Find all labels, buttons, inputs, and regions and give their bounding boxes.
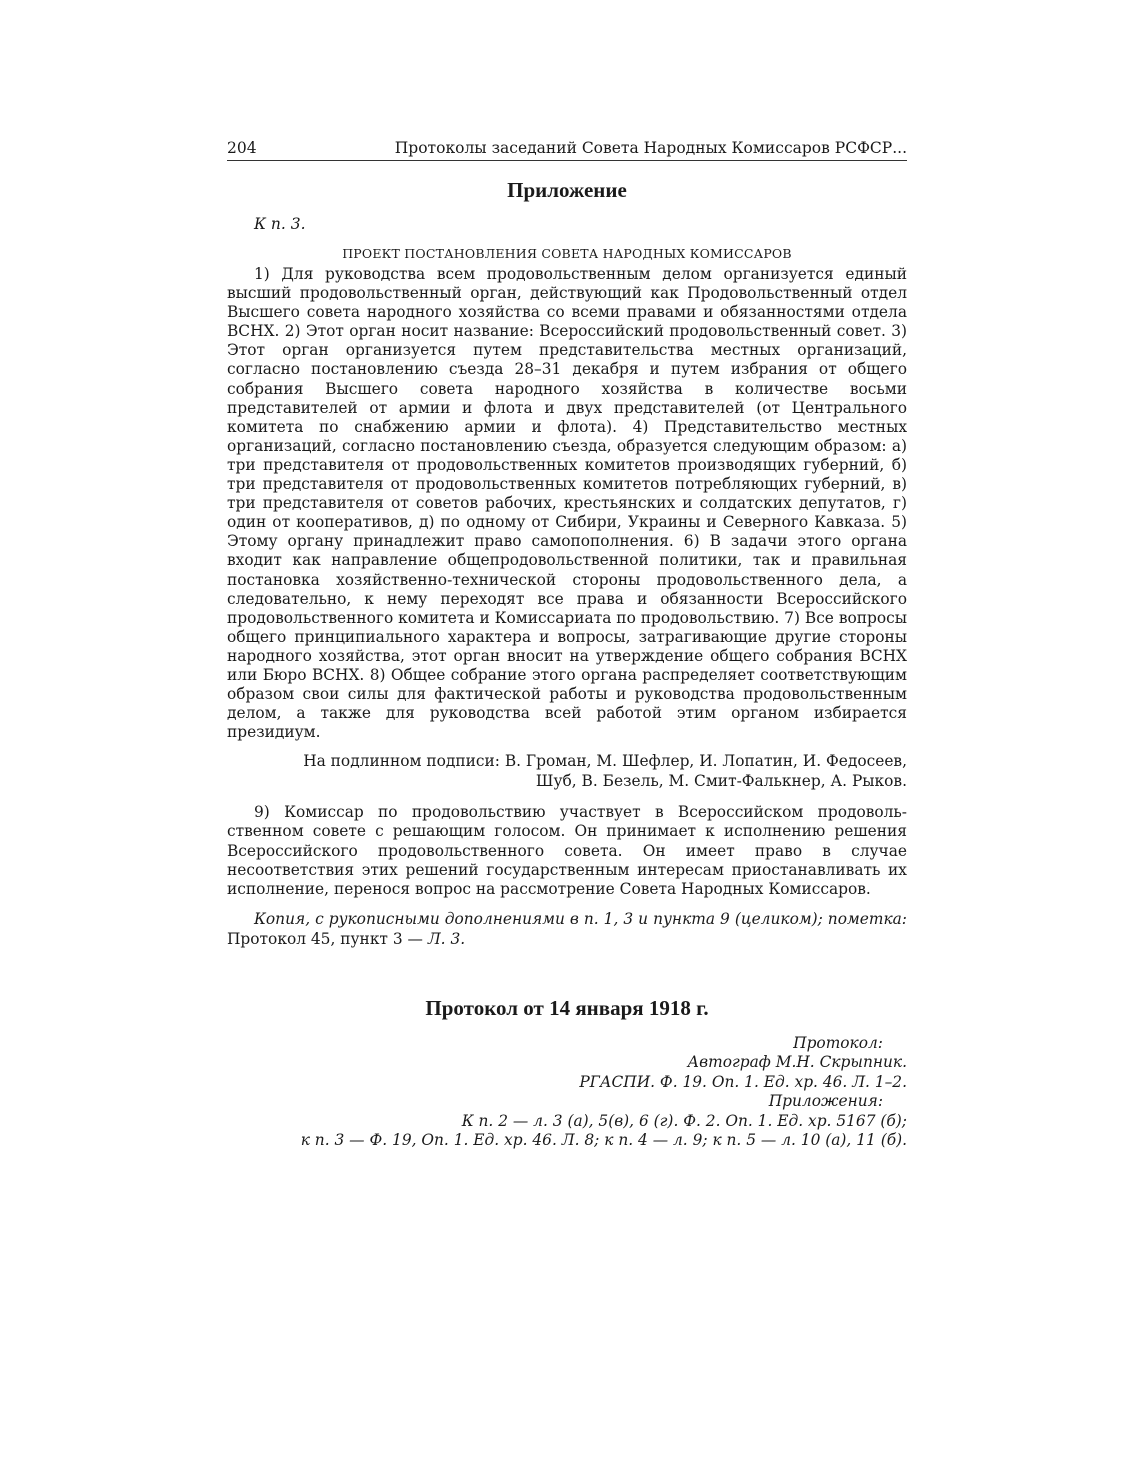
copy-note-plain: Протокол 45, пункт 3 — xyxy=(227,929,428,948)
copy-note xyxy=(227,909,907,949)
copy-note-italic: Копия, с рукописными дополнениями в п. 1, 3 и пункта 9 (целиком); пометка: xyxy=(254,909,907,928)
archive-line: К п. 2 — л. 3 (а), 5(в), 6 (г). Ф. 2. Оп. 1. Ед. хр. 5167 (б); xyxy=(461,1111,907,1130)
signatures xyxy=(227,751,907,791)
page-number: 204 xyxy=(227,139,257,157)
appendix-title: Приложение xyxy=(507,178,627,202)
draft-resolution-title: ПРОЕКТ ПОСТАНОВЛЕНИЯ СОВЕТА НАРОДНЫХ КОМИССАРОВ xyxy=(342,246,792,261)
archive-line: РГАСПИ. Ф. 19. Оп. 1. Ед. хр. 46. Л. 1–2. xyxy=(579,1072,907,1091)
archive-line: к п. 3 — Ф. 19, Оп. 1. Ед. хр. 46. Л. 8; к п. 4 — л. 9; к п. 5 — л. 10 (а), 11 (б). xyxy=(300,1131,907,1150)
running-header xyxy=(227,138,907,161)
paragraph-9: 9) Комиссар по продовольствию участвует в Всероссийском продовольственном совете с решающим голосом. Он принимает к исполнению решения Всероссийского продовольственного совета. Он имеет право в случае несоответствия этих решений государственным интересам приостанавливать их исполнение, перенося вопрос на рассмотрение Совета Народных Комиссаров. xyxy=(227,803,907,898)
signatures-line-1: На подлинном подписи: В. Громан, М. Шефлер, И. Лопатин, И. Федосеев, xyxy=(303,752,907,771)
protocol-title: Протокол от 14 января 1918 г. xyxy=(425,995,709,1020)
appendix-reference: К п. 3. xyxy=(254,215,306,233)
document-page xyxy=(227,138,907,1151)
archive-line: Протокол: xyxy=(793,1033,883,1052)
running-title: Протоколы заседаний Совета Народных Комиссаров РСФСР... xyxy=(394,139,907,157)
archive-line: Автограф М.Н. Скрыпник. xyxy=(687,1053,907,1072)
archive-reference xyxy=(227,1034,907,1151)
copy-note-sheet: Л. 3. xyxy=(427,929,466,948)
draft-resolution-text: 1) Для руководства всем продовольственным делом организуется единый высший продовольственный орган, действующий как Продовольственный отдел Высшего совета народного хозяйства со всеми правами и обязанностями отдела ВСНХ. 2) Этот орган носит название: Всероссийский продовольственный совет. 3) Этот орган организуется путем представительства местных организаций, согласно постановлению съезда 28–31 декабря и путем избрания от общего собрания Высшего совета народного хозяйства в количестве восьми представителей от армии и флота и двух представителей (от Центрального комитета по снабжению армии и флота). 4) Представительство местных организаций, согласно постановлению съезда, образуется следующим образом: а) три представителя от продовольственных комитетов производящих губерний, б) три представителя от продовольственных комитетов потребляющих губерний, в) три представителя от советов рабочих, крестьянских и солдатских депутатов, г) один от кооперативов, д) по одному от Сибири, Украины и Северного Кавказа. 5) Этому органу принадлежит право самопополнения. 6) В задачи этого органа входит как направление общепродовольственной политики, так и правильная постановка хозяйственно-технической стороны продовольственного дела, а следовательно, к нему переходят все права и обязанности Всероссийского продовольственного комитета и Комиссариата по продовольствию. 7) Все вопросы общего принципиального характера и вопросы, затрагивающие другие стороны народного хозяйства, этот орган вносит на утверждение общего собрания ВСНХ или Бюро ВСНХ. 8) Общее собрание этого органа распределяет соответствующим образом свои силы для фактической работы и руководства продовольственным делом, а также для руководства всей работой этим органом избирается президиум. xyxy=(227,265,907,742)
signatures-line-2: Шуб, В. Безель, М. Смит-Фалькнер, А. Рыков. xyxy=(535,772,907,791)
archive-line: Приложения: xyxy=(768,1092,883,1111)
